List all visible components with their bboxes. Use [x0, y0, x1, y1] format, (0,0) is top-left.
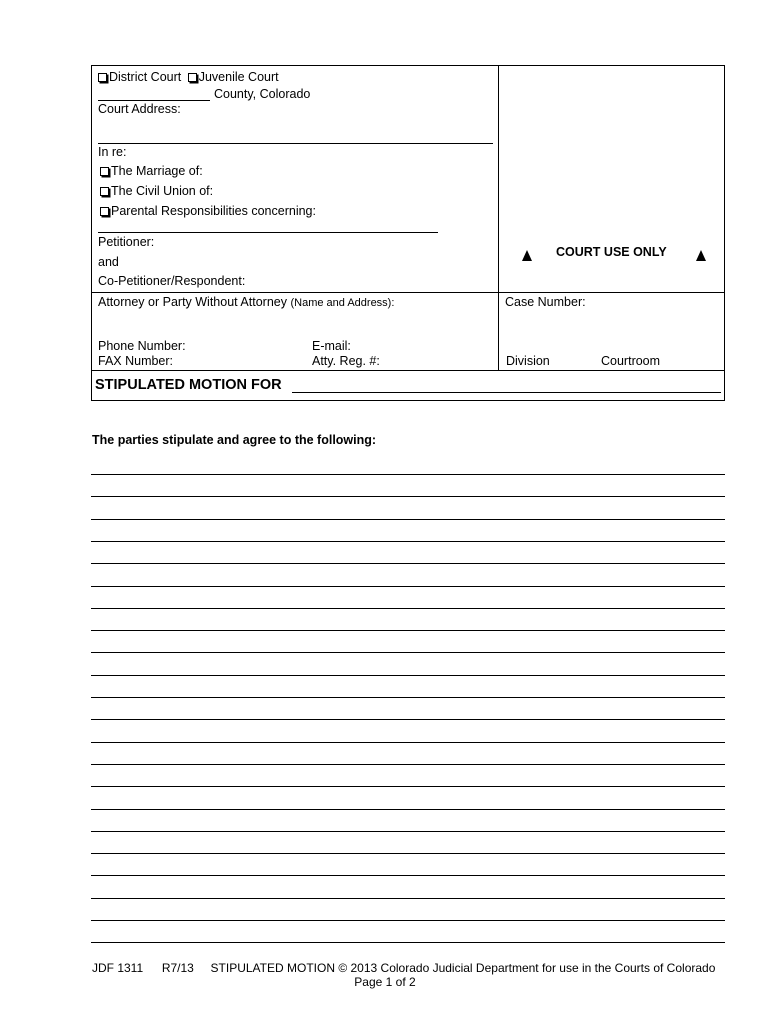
- writing-line[interactable]: [91, 875, 725, 876]
- footer-page: Page 1 of 2: [354, 975, 416, 989]
- writing-line[interactable]: [91, 541, 725, 542]
- parental-label: Parental Responsibilities concerning:: [111, 204, 316, 218]
- civil-union-label: The Civil Union of:: [111, 184, 214, 198]
- writing-line[interactable]: [91, 719, 725, 720]
- civil-union-checkbox[interactable]: [100, 187, 109, 196]
- district-court-checkbox[interactable]: [98, 73, 107, 82]
- district-court-label: District Court: [109, 70, 182, 84]
- triangle-up-icon: [696, 250, 706, 261]
- marriage-checkbox[interactable]: [100, 167, 109, 176]
- writing-line[interactable]: [91, 675, 725, 676]
- writing-line[interactable]: [91, 652, 725, 653]
- writing-line[interactable]: [91, 809, 725, 810]
- writing-line[interactable]: [91, 942, 725, 943]
- stipulate-heading: The parties stipulate and agree to the following:: [92, 433, 377, 447]
- writing-line[interactable]: [91, 586, 725, 587]
- writing-line[interactable]: [91, 764, 725, 765]
- triangle-up-icon: [522, 250, 532, 261]
- courtroom-label: Courtroom: [601, 354, 661, 368]
- footer-revision: R7/13: [161, 961, 194, 975]
- petitioner-label: Petitioner:: [98, 235, 155, 249]
- fax-label: FAX Number:: [98, 354, 174, 368]
- attorney-label: Attorney or Party Without Attorney: [98, 295, 287, 309]
- footer-description: STIPULATED MOTION © 2013 Colorado Judicial Department for use in the Courts of Colorado: [210, 961, 716, 975]
- copetitioner-label: Co-Petitioner/Respondent:: [98, 274, 246, 288]
- writing-line[interactable]: [91, 853, 725, 854]
- parental-checkbox[interactable]: [100, 207, 109, 216]
- writing-line[interactable]: [91, 786, 725, 787]
- and-label: and: [98, 255, 119, 269]
- writing-line[interactable]: [91, 742, 725, 743]
- writing-line[interactable]: [91, 898, 725, 899]
- atty-reg-label: Atty. Reg. #:: [312, 354, 380, 368]
- email-label: E-mail:: [312, 339, 351, 353]
- case-number-label: Case Number:: [505, 295, 586, 309]
- writing-line[interactable]: [91, 474, 725, 475]
- motion-title: STIPULATED MOTION FOR: [95, 377, 282, 393]
- caption-divider-vertical: [498, 65, 499, 370]
- juvenile-court-checkbox[interactable]: [188, 73, 197, 82]
- caption-divider-title: [91, 370, 725, 371]
- footer-row: [92, 961, 715, 975]
- caption-box: [91, 65, 725, 401]
- county-blank-line[interactable]: [98, 100, 210, 101]
- writing-line[interactable]: [91, 630, 725, 631]
- writing-line[interactable]: [91, 697, 725, 698]
- writing-line[interactable]: [91, 920, 725, 921]
- attorney-row: [98, 295, 394, 310]
- county-label: County, Colorado: [214, 87, 311, 101]
- juvenile-court-label: Juvenile Court: [198, 70, 279, 84]
- writing-line[interactable]: [91, 496, 725, 497]
- division-label: Division: [506, 354, 550, 368]
- writing-line[interactable]: [91, 563, 725, 564]
- caption-divider-attorney: [91, 292, 725, 293]
- writing-line[interactable]: [91, 831, 725, 832]
- parties-blank-line[interactable]: [98, 232, 438, 233]
- court-address-separator: [98, 143, 493, 144]
- writing-line[interactable]: [91, 608, 725, 609]
- parental-option: [100, 204, 316, 218]
- footer-form-id: JDF 1311: [92, 961, 144, 975]
- marriage-label: The Marriage of:: [111, 164, 203, 178]
- phone-label: Phone Number:: [98, 339, 186, 353]
- court-address-label: Court Address:: [98, 102, 181, 116]
- motion-title-blank-line[interactable]: [292, 392, 721, 393]
- court-type-row: [98, 70, 279, 84]
- attorney-sub-label: (Name and Address):: [290, 297, 395, 309]
- writing-line[interactable]: [91, 519, 725, 520]
- marriage-option: [100, 164, 203, 178]
- court-use-only-label: COURT USE ONLY: [556, 245, 667, 259]
- civil-union-option: [100, 184, 213, 198]
- in-re-label: In re:: [98, 145, 127, 159]
